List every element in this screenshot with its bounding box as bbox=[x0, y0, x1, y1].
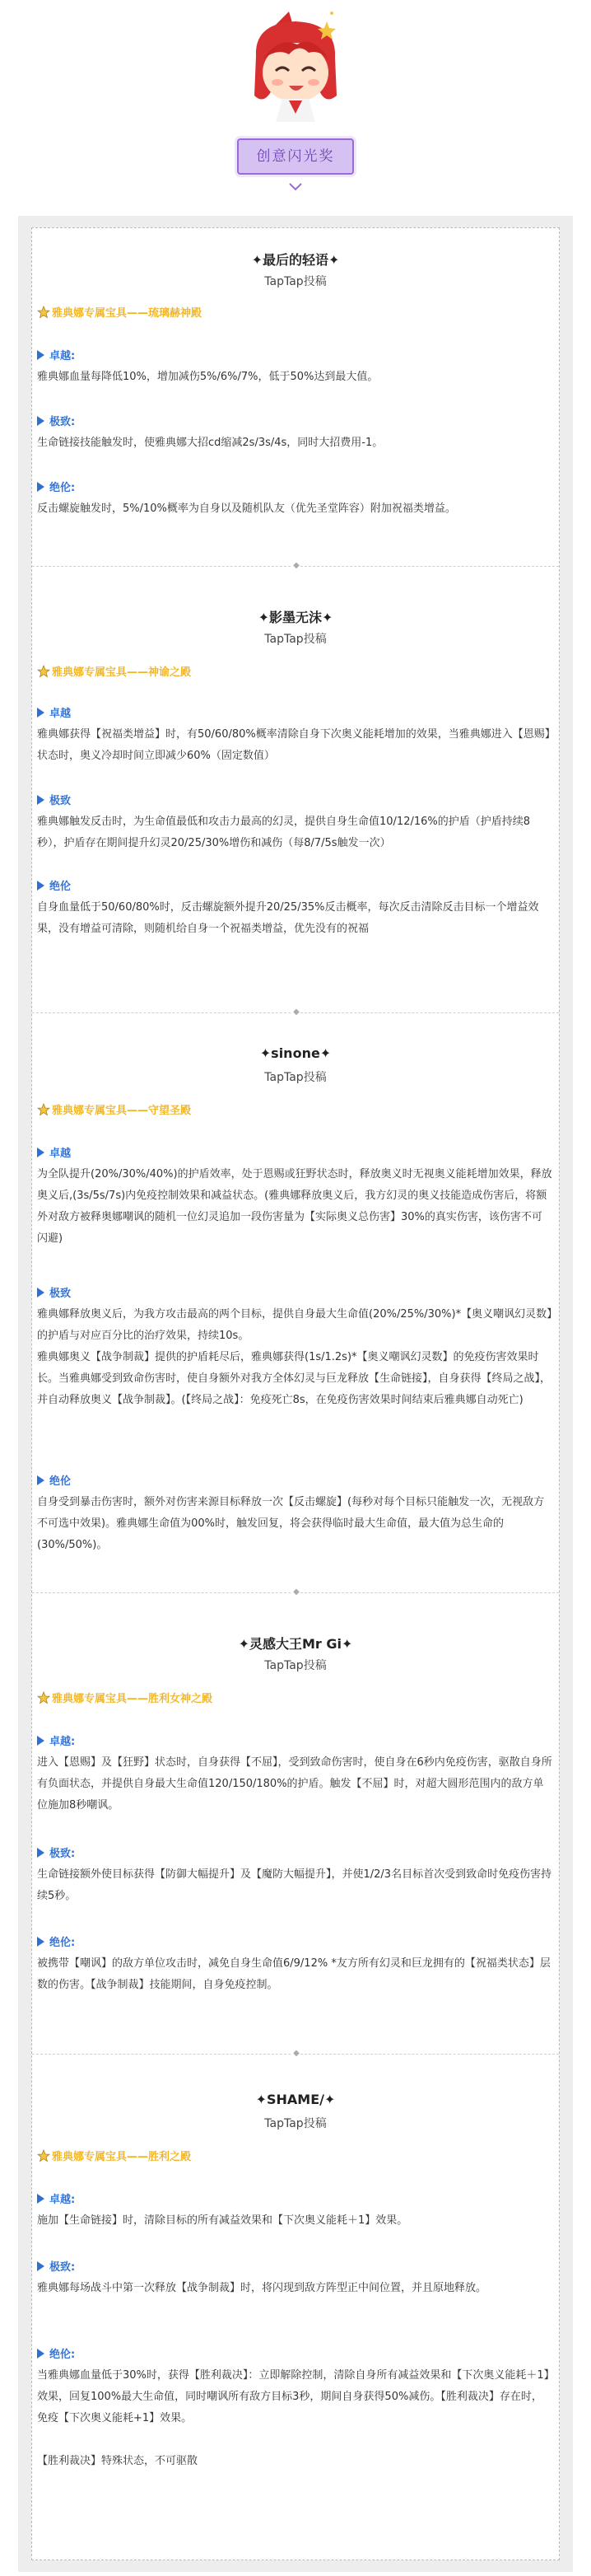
triangle-icon bbox=[37, 1848, 44, 1858]
level-label bbox=[37, 2260, 75, 2276]
level-label bbox=[37, 706, 71, 722]
treasure-tag-label: 雅典娜专属宝具——守望圣殿 bbox=[52, 1105, 192, 1117]
level-label-text: 极致: bbox=[49, 2261, 76, 2274]
treasure-tag bbox=[37, 2149, 191, 2166]
level-text: 生命链接技能触发时，使雅典娜大招cd缩减2s/3s/4s，同时大招费用-1。 bbox=[37, 437, 384, 449]
award-badge: 创意闪光奖 bbox=[237, 138, 354, 175]
level-label bbox=[37, 480, 75, 497]
star-icon bbox=[37, 1103, 50, 1116]
content-background bbox=[18, 216, 573, 2572]
level-label-text: 绝伦: bbox=[49, 1937, 76, 1949]
level-label bbox=[37, 348, 75, 365]
level-label-text: 极致 bbox=[49, 1288, 72, 1300]
section-divider: ◆ bbox=[32, 1007, 559, 1019]
level-label-text: 极致 bbox=[49, 795, 72, 807]
treasure-tag-label: 雅典娜专属宝具——神谕之殿 bbox=[52, 666, 192, 679]
level-label bbox=[37, 1734, 75, 1751]
level-label-text: 极致: bbox=[49, 416, 76, 428]
level-text: 雅典娜释放奥义后，为我方攻击最高的两个目标，提供自身最大生命值(20%/25%/30%)*【奥义嘲讽幻灵数】的护盾与对应百分比的治疗效果，持续10s。 雅典娜奥义【战争制裁】提供的护盾耗尽后，雅典娜获得(1s/1.2s)*【奥义嘲讽幻灵数】的免疫伤害效果时长。当雅典娜受到致命伤害时，使自身额外对我方全体幻灵与巨龙释放【生命链接】，自身获得【终局之战】，并自动释放奥义【战争制裁】。(【终局之战】：免疫死亡8s，在免疫伤害效果时间结束后雅典娜自动死亡) bbox=[37, 1308, 552, 1406]
triangle-icon bbox=[37, 795, 44, 805]
section-title: ✦影墨无沫✦ bbox=[258, 610, 333, 625]
level-label-text: 绝伦 bbox=[49, 881, 72, 893]
mascot-avatar-icon bbox=[240, 7, 351, 130]
level-text: 当雅典娜血量低于30%时，获得【胜利裁决】：立即解除控制，清除自身所有减益效果和【下次奥义能耗＋1】效果，回复100%最大生命值，同时嘲讽所有敌方目标3秒，期间自身获得50%减伤。【胜利裁决】存在时，免疫【下次奥义能耗+1】效果。 【胜利裁决】特殊状态，不可驱散 bbox=[37, 2369, 550, 2467]
level-label bbox=[37, 793, 71, 810]
star-icon bbox=[37, 2149, 50, 2162]
level-label bbox=[37, 2192, 75, 2209]
treasure-tag-label: 雅典娜专属宝具——琉璃赫神殿 bbox=[52, 307, 202, 320]
triangle-icon bbox=[37, 350, 44, 360]
level-label bbox=[37, 414, 75, 431]
section-source: TapTap投稿 bbox=[264, 1659, 327, 1672]
level-label bbox=[37, 1286, 71, 1302]
level-label bbox=[37, 1935, 75, 1952]
level-text: 被携带【嘲讽】的敌方单位攻击时，减免自身生命值6/9/12% *友方所有幻灵和巨龙拥有的【祝福类状态】层数的伤害。【战争制裁】技能期间，自身免疫控制。 bbox=[37, 1957, 551, 1991]
treasure-tag bbox=[37, 665, 191, 681]
level-label-text: 卓越: bbox=[49, 350, 76, 362]
triangle-icon bbox=[37, 1148, 44, 1157]
level-text: 施加【生命链接】时，清除目标的所有减益效果和【下次奥义能耗＋1】效果。 bbox=[37, 2214, 408, 2227]
triangle-icon bbox=[37, 416, 44, 426]
section-source: TapTap投稿 bbox=[264, 275, 327, 288]
triangle-icon bbox=[37, 2261, 44, 2271]
level-text: 进入【恩赐】及【狂野】状态时，自身获得【不屈】，受到致命伤害时，使自身在6秒内免疫伤害，驱散自身所有负面状态，并提供自身最大生命值120/150/180%的护盾。触发【不屈】时，对超大圆形范围内的敌方单位施加8秒嘲讽。 bbox=[37, 1756, 552, 1812]
section-source: TapTap投稿 bbox=[264, 1071, 327, 1084]
level-text: 雅典娜血量每降低10%，增加减伤5%/6%/7%，低于50%达到最大值。 bbox=[37, 371, 379, 383]
level-label-text: 绝伦 bbox=[49, 1475, 72, 1488]
triangle-icon bbox=[37, 1937, 44, 1947]
section-title: ✦灵感大王Mr Gi✦ bbox=[238, 1636, 353, 1652]
triangle-icon bbox=[37, 1736, 44, 1746]
level-label-text: 卓越 bbox=[49, 1148, 72, 1160]
level-text: 自身受到暴击伤害时，额外对伤害来源目标释放一次【反击螺旋】(每秒对每个目标只能触发一次，无视敌方不可选中效果)。雅典娜生命值为00%时，触发回复，将会获得临时最大生命值，最大值为总生命的(30%/50%)。 bbox=[37, 1496, 545, 1551]
star-icon bbox=[37, 306, 50, 319]
level-label-text: 极致: bbox=[49, 1848, 76, 1860]
level-label-text: 卓越: bbox=[49, 2194, 76, 2206]
level-label bbox=[37, 879, 71, 895]
level-label-text: 绝伦: bbox=[49, 482, 76, 494]
section-divider: ◆ bbox=[32, 2049, 559, 2060]
triangle-icon bbox=[37, 2194, 44, 2204]
level-label-text: 卓越 bbox=[49, 708, 72, 720]
section-source: TapTap投稿 bbox=[264, 2117, 327, 2130]
level-text: 雅典娜每场战斗中第一次释放【战争制裁】时，将闪现到敌方阵型正中间位置，并且原地释放。 bbox=[37, 2282, 487, 2294]
triangle-icon bbox=[37, 2349, 44, 2359]
chevron-down-icon[interactable] bbox=[287, 181, 304, 193]
level-label bbox=[37, 1146, 71, 1162]
treasure-tag-label: 雅典娜专属宝具——胜利女神之殿 bbox=[52, 1693, 213, 1705]
content-panel bbox=[31, 227, 560, 2560]
star-icon bbox=[37, 665, 50, 678]
level-text: 为全队提升(20%/30%/40%)的护盾效率，处于恩赐或狂野状态时，释放奥义时无视奥义能耗增加效果，释放奥义后,(3s/5s/7s)内免疫控制效果和减益状态。(雅典娜释放奥义后，我方幻灵的奥义技能造成伤害后，将额外对敌方被释奥娜嘲讽的随机一位幻灵追加一段伤害量为【实际奥义总伤害】30%的真实伤害，该伤害不可闪避) bbox=[37, 1168, 552, 1245]
level-label-text: 卓越: bbox=[49, 1736, 76, 1748]
treasure-tag bbox=[37, 1691, 212, 1708]
treasure-tag bbox=[37, 306, 202, 322]
level-label-text: 绝伦: bbox=[49, 2349, 76, 2361]
level-text: 生命链接额外使目标获得【防御大幅提升】及【魔防大幅提升】，并使1/2/3名目标首次受到致命时免疫伤害持续5秒。 bbox=[37, 1868, 552, 1902]
triangle-icon bbox=[37, 482, 44, 492]
level-label bbox=[37, 2347, 75, 2363]
level-text: 雅典娜获得【祝福类增益】时，有50/60/80%概率清除自身下次奥义能耗增加的效果，当雅典娜进入【恩赐】状态时，奥义冷却时间立即减少60%（固定数值） bbox=[37, 728, 551, 762]
level-text: 雅典娜触发反击时，为生命值最低和攻击力最高的幻灵，提供自身生命值10/12/16%的护盾（护盾持续8秒），护盾存在期间提升幻灵20/25/30%增伤和减伤（每8/7/5s触发一次） bbox=[37, 816, 531, 849]
level-text: 自身血量低于50/60/80%时，反击螺旋额外提升20/25/35%反击概率，每次反击清除反击目标一个增益效果，没有增益可清除，则随机给自身一个祝福类增益，优先没有的祝福 bbox=[37, 901, 539, 935]
section-title: ✦SHAME/✦ bbox=[255, 2092, 336, 2107]
triangle-icon bbox=[37, 1475, 44, 1485]
section-source: TapTap投稿 bbox=[264, 633, 327, 646]
star-icon bbox=[37, 1691, 50, 1704]
treasure-tag-label: 雅典娜专属宝具——胜利之殿 bbox=[52, 2151, 192, 2163]
section-divider: ◆ bbox=[32, 1587, 559, 1599]
treasure-tag bbox=[37, 1103, 191, 1120]
section-title: ✦sinone✦ bbox=[259, 1045, 332, 1061]
section-title: ✦最后的轻语✦ bbox=[251, 252, 340, 268]
level-text: 反击螺旋触发时，5%/10%概率为自身以及随机队友（优先圣堂阵容）附加祝福类增益。 bbox=[37, 503, 456, 515]
level-label bbox=[37, 1846, 75, 1863]
level-label bbox=[37, 1474, 71, 1490]
triangle-icon bbox=[37, 881, 44, 891]
triangle-icon bbox=[37, 708, 44, 718]
section-divider: ◆ bbox=[32, 561, 559, 573]
triangle-icon bbox=[37, 1288, 44, 1297]
